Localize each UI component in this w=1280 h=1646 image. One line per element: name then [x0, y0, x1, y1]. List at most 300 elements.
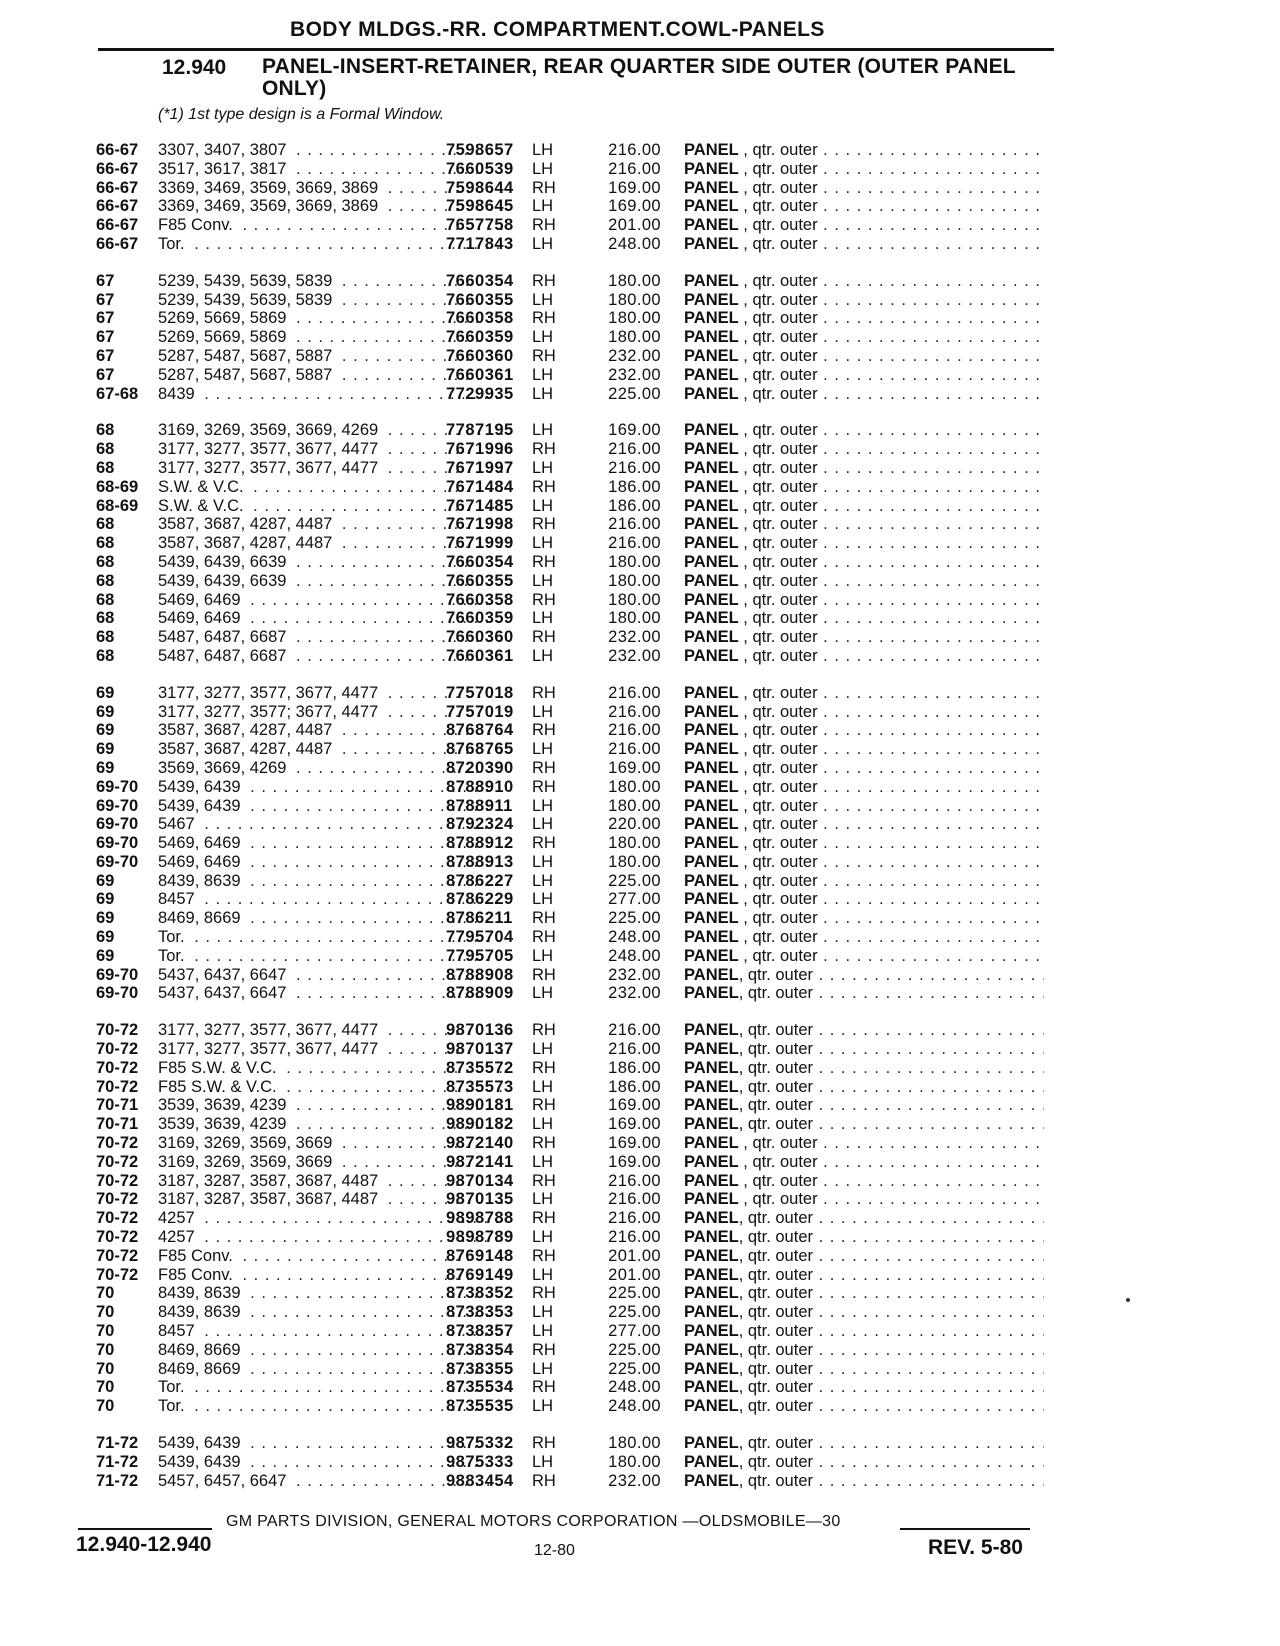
part-number: 7598657 [446, 141, 514, 159]
price: 220.00 [608, 815, 661, 834]
part-number: 9890181 [446, 1096, 514, 1115]
body-models-text: 5239, 5439, 5639, 5839 [158, 272, 336, 290]
body-models-text: 3177, 3277, 3577, 3677, 4477 [158, 684, 382, 702]
header-rule [98, 48, 1054, 51]
model-year: 67 [96, 290, 115, 309]
description [684, 478, 1044, 497]
side: RH [532, 1340, 556, 1359]
description-name: PANEL [684, 440, 739, 459]
body-models-text: 5239, 5439, 5639, 5839 [158, 291, 336, 309]
description-name: PANEL [684, 609, 739, 628]
side: LH [532, 571, 554, 590]
model-year: 68 [96, 458, 115, 477]
description-name: PANEL [684, 1434, 739, 1452]
description [684, 515, 1044, 534]
table-row [84, 1021, 1064, 1040]
side: RH [532, 834, 556, 853]
body-models-text: Tor. [158, 928, 189, 946]
side: LH [532, 1452, 554, 1471]
description-detail: , qtr. outer [738, 1359, 813, 1378]
side: RH [532, 1058, 556, 1077]
description-detail: , qtr. outer [738, 197, 818, 216]
description [684, 1172, 1044, 1191]
model-year: 70-72 [96, 1134, 139, 1153]
description-name: PANEL [684, 159, 739, 178]
price: 216.00 [608, 683, 661, 702]
part-number: 7660539 [446, 159, 514, 178]
description [684, 1266, 1044, 1285]
body-models-text: 3187, 3287, 3587, 3687, 4487 [158, 1172, 382, 1190]
body-models-text: 5467 [158, 815, 199, 833]
model-year: 69 [96, 683, 115, 702]
description-detail: , qtr. outer [738, 515, 818, 534]
footer-page-number: 12-80 [534, 1542, 575, 1559]
description-name: PANEL [684, 1171, 739, 1190]
body-models-text: 8439, 8639 [158, 1303, 245, 1321]
price: 180.00 [608, 571, 661, 590]
side: LH [532, 1228, 554, 1247]
table-row [84, 740, 1064, 759]
model-year: 69 [96, 740, 115, 759]
table-row [84, 1078, 1064, 1097]
price: 232.00 [608, 984, 661, 1003]
side: LH [532, 234, 554, 253]
price: 180.00 [608, 552, 661, 571]
model-year: 68 [96, 534, 115, 553]
model-year: 69-70 [96, 796, 139, 815]
description-name: PANEL [684, 346, 739, 365]
description [684, 909, 1044, 928]
side: LH [532, 740, 554, 759]
part-number: 9872140 [446, 1134, 514, 1153]
price: 180.00 [608, 309, 661, 328]
description-detail: , qtr. outer [738, 309, 818, 328]
price: 232.00 [608, 628, 661, 647]
table-row [84, 909, 1064, 928]
description [684, 703, 1044, 722]
part-number: 8735572 [446, 1058, 514, 1077]
description-name: PANEL [684, 702, 739, 721]
table-row [84, 628, 1064, 647]
description [684, 197, 1044, 216]
price: 169.00 [608, 1134, 661, 1153]
table-row [84, 1209, 1064, 1228]
table-row [84, 591, 1064, 610]
body-models-text: 4257 [158, 1209, 199, 1227]
description-detail: , qtr. outer [738, 1452, 813, 1471]
body-models-text: 8457 [158, 1322, 199, 1340]
description-name: PANEL [684, 1246, 739, 1265]
price: 216.00 [608, 740, 661, 759]
body-models-text: 8439, 8639 [158, 1284, 245, 1302]
description [684, 947, 1044, 966]
description-detail: , qtr. outer [738, 834, 818, 853]
description-detail: , qtr. outer [738, 909, 818, 928]
footer-rule-left [78, 1528, 212, 1530]
description-name: PANEL [684, 984, 739, 1003]
scan-speck [1126, 1298, 1130, 1302]
price: 225.00 [608, 909, 661, 928]
description [684, 778, 1044, 797]
model-year: 68 [96, 646, 115, 665]
description-detail: , qtr. outer [738, 534, 818, 553]
table-row [84, 1303, 1064, 1322]
description-name: PANEL [684, 1397, 739, 1416]
description [684, 647, 1044, 666]
description-name: PANEL [684, 141, 739, 159]
part-number: 7660354 [446, 271, 514, 290]
body-models-text: 5487, 6487, 6687 [158, 628, 290, 646]
table-row [84, 1434, 1064, 1453]
part-number: 9875333 [446, 1452, 514, 1471]
description-detail: , qtr. outer [738, 815, 818, 834]
description-name: PANEL [684, 834, 739, 853]
part-number: 7660361 [446, 646, 514, 665]
table-row [84, 1059, 1064, 1078]
price: 180.00 [608, 590, 661, 609]
part-number: 7671999 [446, 534, 514, 553]
side: RH [532, 1284, 556, 1303]
price: 277.00 [608, 1322, 661, 1341]
part-number: 8769148 [446, 1246, 514, 1265]
part-number: 9883454 [446, 1471, 514, 1490]
price: 180.00 [608, 290, 661, 309]
table-row [84, 1040, 1064, 1059]
part-number: 7660360 [446, 346, 514, 365]
table-row [84, 984, 1064, 1003]
footer-section-range: 12.940-12.940 [76, 1533, 212, 1556]
body-models-text: 3187, 3287, 3587, 3687, 4487 [158, 1190, 382, 1208]
description-detail: , qtr. outer [738, 1284, 813, 1303]
description-detail: , qtr. outer [738, 1096, 813, 1115]
description-name: PANEL [684, 1471, 739, 1490]
table-row [84, 497, 1064, 516]
body-models-text: 5439, 6439, 6639 [158, 553, 290, 571]
description [684, 591, 1044, 610]
price: 186.00 [608, 1077, 661, 1096]
description [684, 497, 1044, 516]
description [684, 797, 1044, 816]
side: LH [532, 1303, 554, 1322]
body-models-text: 8439, 8639 [158, 872, 245, 890]
model-year: 69 [96, 721, 115, 740]
description-detail: , qtr. outer [738, 1228, 813, 1247]
table-row [84, 179, 1064, 198]
price: 180.00 [608, 1452, 661, 1471]
model-year: 68-69 [96, 496, 139, 515]
description-name: PANEL [684, 271, 739, 290]
description-name: PANEL [684, 628, 739, 647]
side: LH [532, 946, 554, 965]
price: 180.00 [608, 271, 661, 290]
side: LH [532, 1077, 554, 1096]
description-name: PANEL [684, 290, 739, 309]
model-year: 68 [96, 421, 115, 440]
body-models-text: 3587, 3687, 4287, 4487 [158, 515, 336, 533]
side: RH [532, 1434, 556, 1452]
model-year: 69 [96, 702, 115, 721]
description-name: PANEL [684, 178, 739, 197]
table-row [84, 515, 1064, 534]
description-detail: , qtr. outer [738, 928, 818, 947]
body-models-text: F85 Conv. [158, 1266, 237, 1284]
part-number: 7660354 [446, 552, 514, 571]
description-name: PANEL [684, 552, 739, 571]
description-detail: , qtr. outer [738, 852, 818, 871]
description-name: PANEL [684, 1096, 739, 1115]
part-number: 7660361 [446, 365, 514, 384]
description-detail: , qtr. outer [738, 496, 818, 515]
row-group [84, 1434, 1064, 1490]
model-year: 69-70 [96, 852, 139, 871]
price: 180.00 [608, 834, 661, 853]
body-models-text: 5439, 6439 [158, 778, 245, 796]
description [684, 684, 1044, 703]
description-detail: , qtr. outer [738, 271, 818, 290]
table-row [84, 1397, 1064, 1416]
price: 201.00 [608, 1246, 661, 1265]
description-detail: , qtr. outer [738, 683, 818, 702]
table-row [84, 778, 1064, 797]
side: RH [532, 440, 556, 459]
body-models-text: 5437, 6437, 6647 [158, 966, 290, 984]
description-name: PANEL [684, 496, 739, 515]
model-year: 70-71 [96, 1115, 139, 1134]
description [684, 366, 1044, 385]
table-row [84, 1472, 1064, 1491]
side: RH [532, 1209, 556, 1228]
description-detail: , qtr. outer [738, 740, 818, 759]
description [684, 347, 1044, 366]
description-detail: , qtr. outer [738, 796, 818, 815]
part-number: 7657758 [446, 216, 514, 235]
description-detail: , qtr. outer [738, 1171, 818, 1190]
body-models-text: Tor. [158, 947, 189, 965]
description-name: PANEL [684, 758, 739, 777]
price: 225.00 [608, 1359, 661, 1378]
model-year: 68 [96, 609, 115, 628]
price: 232.00 [608, 646, 661, 665]
table-row [84, 141, 1064, 160]
description-name: PANEL [684, 1040, 739, 1059]
model-year: 69 [96, 871, 115, 890]
description-name: PANEL [684, 534, 739, 553]
model-year: 68-69 [96, 477, 139, 496]
part-number: 8738352 [446, 1284, 514, 1303]
side: RH [532, 515, 556, 534]
side: LH [532, 458, 554, 477]
side: RH [532, 628, 556, 647]
body-models-text: 3587, 3687, 4287, 4487 [158, 721, 336, 739]
model-year: 69 [96, 928, 115, 947]
side: LH [532, 328, 554, 347]
model-year: 69-70 [96, 815, 139, 834]
part-number: 8788909 [446, 984, 514, 1003]
model-year: 67 [96, 328, 115, 347]
model-year: 69 [96, 758, 115, 777]
table-row [84, 1284, 1064, 1303]
table-row [84, 721, 1064, 740]
table-row [84, 478, 1064, 497]
price: 225.00 [608, 871, 661, 890]
table-row [84, 684, 1064, 703]
price: 216.00 [608, 1040, 661, 1059]
part-number: 8738354 [446, 1340, 514, 1359]
description [684, 1360, 1044, 1379]
part-number: 8786229 [446, 890, 514, 909]
price: 169.00 [608, 197, 661, 216]
part-number: 9898788 [446, 1209, 514, 1228]
part-number: 8768765 [446, 740, 514, 759]
table-row [84, 235, 1064, 254]
body-models-text: 5469, 6469 [158, 609, 245, 627]
part-number: 7671484 [446, 477, 514, 496]
price: 169.00 [608, 178, 661, 197]
description [684, 385, 1044, 404]
description [684, 141, 1044, 160]
part-number: 7660359 [446, 609, 514, 628]
model-year: 70-72 [96, 1246, 139, 1265]
footer-revision: REV. 5-80 [928, 1536, 1023, 1559]
model-year: 66-67 [96, 216, 139, 235]
table-row [84, 890, 1064, 909]
description-detail: , qtr. outer [738, 552, 818, 571]
side: RH [532, 965, 556, 984]
description [684, 1096, 1044, 1115]
model-year: 69 [96, 946, 115, 965]
part-number: 9870135 [446, 1190, 514, 1209]
price: 248.00 [608, 1397, 661, 1416]
description [684, 1453, 1044, 1472]
description [684, 1472, 1044, 1491]
description-detail: , qtr. outer [738, 216, 818, 235]
description-name: PANEL [684, 1134, 739, 1153]
price: 186.00 [608, 1058, 661, 1077]
body-models-text: 5269, 5669, 5869 [158, 309, 290, 327]
description-name: PANEL [684, 721, 739, 740]
side: LH [532, 796, 554, 815]
side: LH [532, 609, 554, 628]
body-models-text: 5439, 6439 [158, 1434, 245, 1452]
body-models-text: F85 S.W. & V.C. [158, 1078, 281, 1096]
description-name: PANEL [684, 1265, 739, 1284]
description [684, 1341, 1044, 1360]
side: RH [532, 216, 556, 235]
side: RH [532, 1378, 556, 1397]
body-models-text: 3587, 3687, 4287, 4487 [158, 534, 336, 552]
table-row [84, 385, 1064, 404]
description-detail: , qtr. outer [738, 1246, 813, 1265]
body-models-text: 3177, 3277, 3577, 3677, 4477 [158, 1040, 382, 1058]
price: 248.00 [608, 234, 661, 253]
description [684, 235, 1044, 254]
section-number: 12.940 [162, 56, 227, 79]
description-name: PANEL [684, 1209, 739, 1228]
description [684, 1059, 1044, 1078]
description-detail: , qtr. outer [738, 1190, 818, 1209]
part-number: 8786211 [446, 909, 513, 928]
table-row [84, 309, 1064, 328]
price: 216.00 [608, 1171, 661, 1190]
description-name: PANEL [684, 590, 739, 609]
body-models-text: 3169, 3269, 3569, 3669 [158, 1153, 336, 1171]
description-name: PANEL [684, 777, 739, 796]
description-name: PANEL [684, 1359, 739, 1378]
description-name: PANEL [684, 458, 739, 477]
description-name: PANEL [684, 477, 739, 496]
table-row [84, 272, 1064, 291]
price: 180.00 [608, 777, 661, 796]
row-group [84, 684, 1064, 1004]
description-name: PANEL [684, 796, 739, 815]
description-detail: , qtr. outer [738, 1265, 813, 1284]
body-models-text: S.W. & V.C. [158, 497, 248, 515]
body-models-text: 5439, 6439, 6639 [158, 572, 290, 590]
table-row [84, 759, 1064, 778]
side: LH [532, 496, 554, 515]
description-detail: , qtr. outer [738, 346, 818, 365]
price: 180.00 [608, 328, 661, 347]
description-name: PANEL [684, 571, 739, 590]
description-name: PANEL [684, 946, 739, 965]
table-row [84, 160, 1064, 179]
model-year: 69-70 [96, 984, 139, 1003]
description-name: PANEL [684, 1452, 739, 1471]
body-models-text: F85 Conv. [158, 216, 237, 234]
table-row [84, 1228, 1064, 1247]
side: RH [532, 271, 556, 290]
model-year: 70-72 [96, 1190, 139, 1209]
model-year: 71-72 [96, 1471, 139, 1490]
row-group [84, 141, 1064, 254]
description [684, 872, 1044, 891]
price: 186.00 [608, 477, 661, 496]
table-row [84, 197, 1064, 216]
part-number: 8735534 [446, 1378, 514, 1397]
description-name: PANEL [684, 216, 739, 235]
description-detail: , qtr. outer [738, 1040, 813, 1059]
description [684, 440, 1044, 459]
table-row [84, 1096, 1064, 1115]
body-models-text: 3369, 3469, 3569, 3669, 3869 [158, 179, 382, 197]
price: 201.00 [608, 1265, 661, 1284]
side: LH [532, 871, 554, 890]
part-number: 7795705 [446, 946, 514, 965]
description-detail: , qtr. outer [738, 1322, 813, 1341]
description [684, 216, 1044, 235]
model-year: 70-72 [96, 1021, 139, 1040]
price: 180.00 [608, 796, 661, 815]
part-number: 8788910 [446, 777, 514, 796]
side: RH [532, 721, 556, 740]
description [684, 890, 1044, 909]
body-models-text: 5487, 6487, 6687 [158, 647, 290, 665]
row-group [84, 272, 1064, 404]
table-row [84, 872, 1064, 891]
description-name: PANEL [684, 197, 739, 216]
description-name: PANEL [684, 1152, 739, 1171]
side: RH [532, 683, 556, 702]
description [684, 740, 1044, 759]
side: LH [532, 421, 554, 440]
price: 216.00 [608, 1190, 661, 1209]
price: 169.00 [608, 1152, 661, 1171]
table-row [84, 216, 1064, 235]
part-number: 9890182 [446, 1115, 514, 1134]
description-name: PANEL [684, 421, 739, 440]
model-year: 70-71 [96, 1096, 139, 1115]
side: RH [532, 477, 556, 496]
